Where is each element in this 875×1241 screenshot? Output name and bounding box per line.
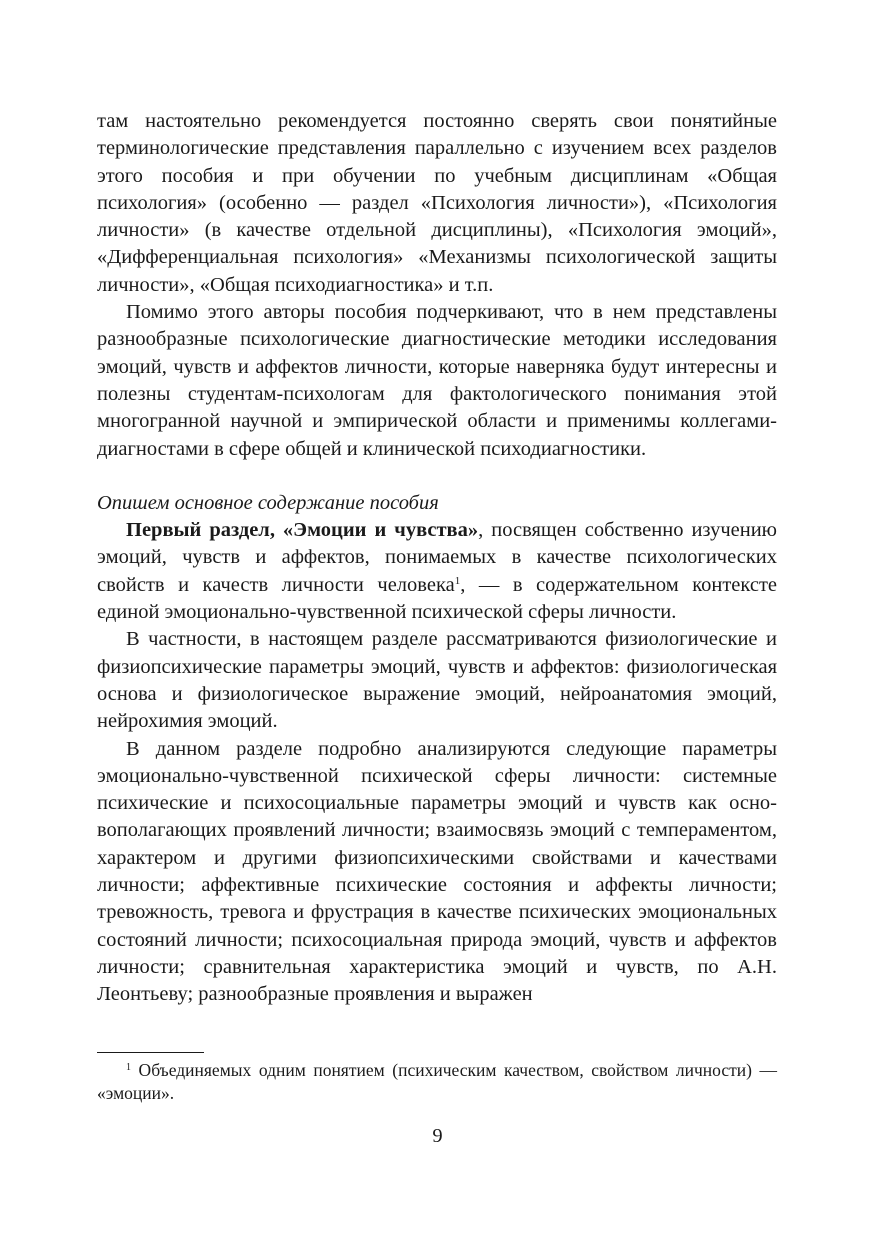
paragraph-physiology: В частности, в настоящем разделе рассматриваются физиологические и физиопсихические параметры эмоций, чувств и аффектов: физиологическая основа и физиологическое выражение эмоций, нейроанатомия эмоций, нейрохимия эмоций. xyxy=(97,628,777,733)
section-heading: Опишем основное содержание пособия xyxy=(97,491,439,514)
footnote xyxy=(97,1059,777,1104)
page-body xyxy=(97,108,777,1009)
paragraph-continuation: там настоятельно рекомендуется постоянно сверять свои понятийные терминологические представления параллельно с изучением всех разделов этого пособия и при обучении по учебным дисциплинам «Общая психология» (особенно — раздел «Психология личности»), «Психология личности» (в качестве отдельной дисциплины), «Психология эмоций», «Дифференциальная психология» «Механизмы психологической защиты личности», «Общая психодиагностика» и т.п. xyxy=(97,110,777,296)
paragraph-diagnostics: Помимо этого авторы пособия подчеркивают, что в нем представлены разнообразные психологические диагностические методики исследования эмоций, чувств и аффектов личности, которые наверняка будут интересны и полезны студентам-психологам для фактологического понимания этой многогранной научной и эмпирической области и применимы коллегами-диагностами в сфере общей и клинической психодиагностики. xyxy=(97,301,777,460)
paragraph-first-section-text-end: , — в содержательном контексте единой эмоционально-чувственной психической сферы личности. xyxy=(97,573,777,624)
page-number: 9 xyxy=(432,1125,443,1147)
paragraph-first-section xyxy=(97,517,777,626)
paragraph-first-section-text: , посвящен собственно изучению эмоций, чувств и аффектов, понимаемых в качестве психологических свойств и качеств личности человека xyxy=(97,519,778,596)
section-title-bold: Первый раздел, «Эмоции и чувства» xyxy=(126,519,479,542)
footnote-marker: 1 xyxy=(126,1062,131,1073)
paragraph-parameters: В данном разделе подробно анализируются следующие параметры эмоционально-чувственной психической сферы личности: системные психические и психосоциальные параметры эмоций и чувств как основополагающих проявлений личности; взаимосвязь эмоций с темпераментом, характером и другими физиопсихическими свойствами и качествами личности; аффективные психические состояния и аффекты личности; тревожность, тревога и фрустрация в качестве психических эмоциональных состояний личности; психосоциальная природа эмоций, чувств и аффектов личности; сравнительная характеристика эмоций и чувств, по А.Н. Леонтьеву; разнообразные проявления и выражен xyxy=(97,737,777,1006)
footnote-reference[interactable]: 1 xyxy=(454,574,461,587)
footnote-text: Объединяемых одним понятием (психическим качеством, свойством личности) — «эмоции». xyxy=(97,1060,777,1103)
footnote-divider xyxy=(97,1052,204,1053)
